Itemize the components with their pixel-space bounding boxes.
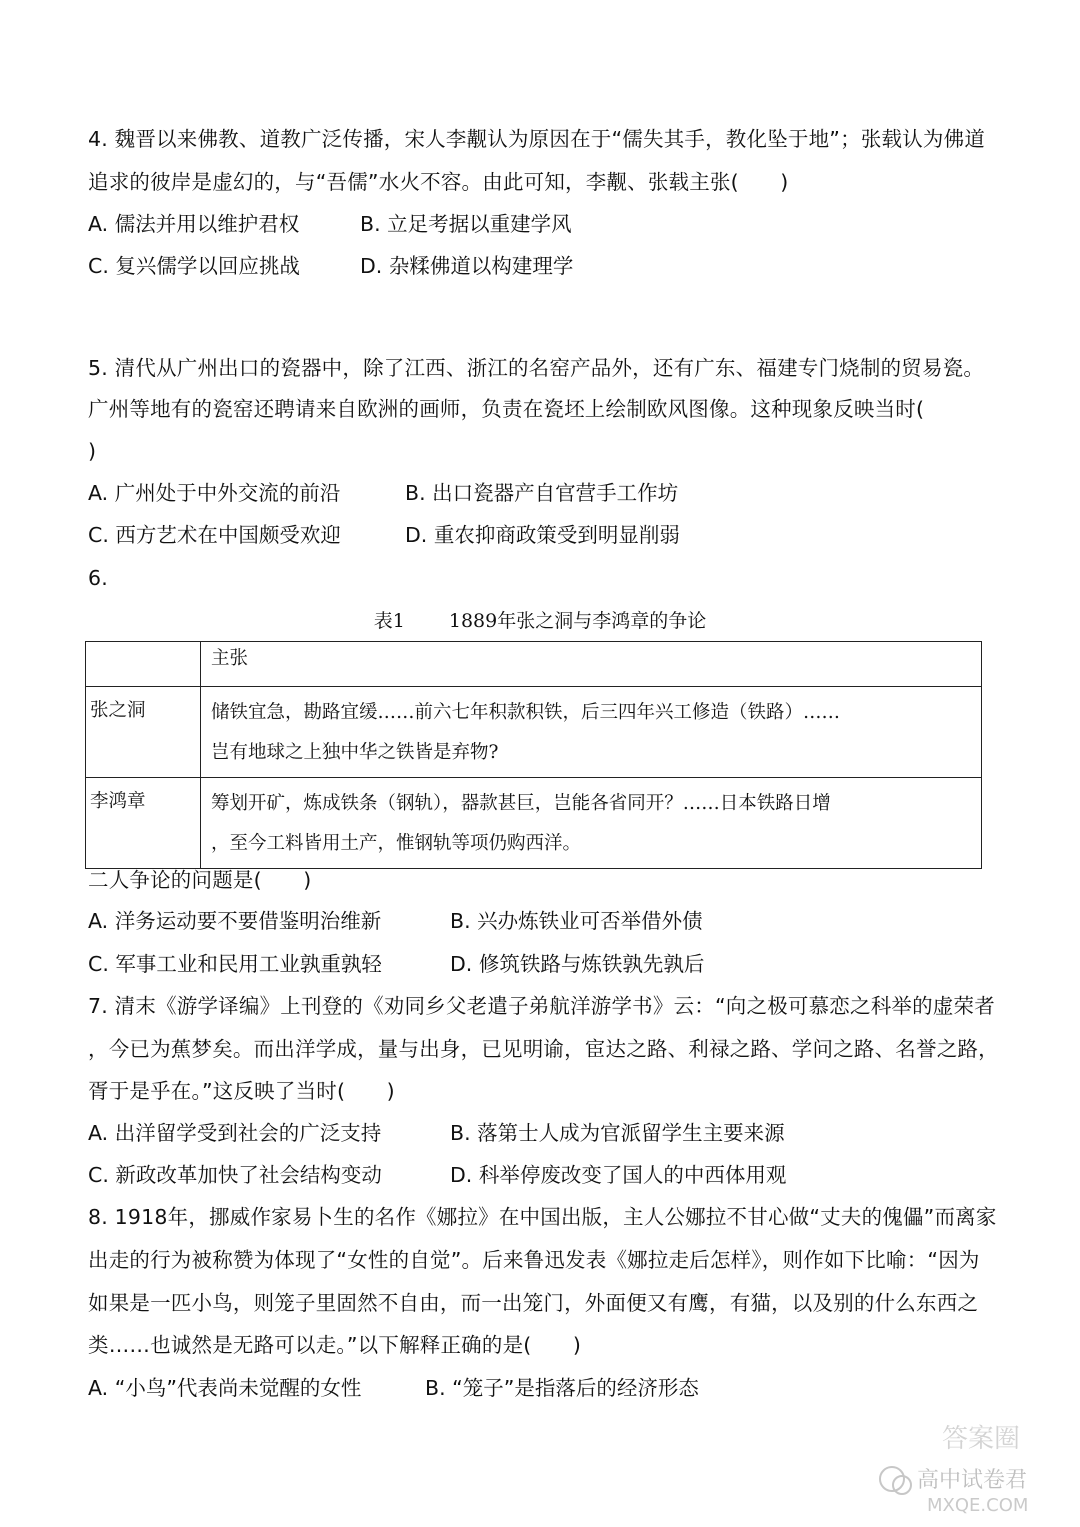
q7-stem-line-3: 胥于是乎在。”这反映了当时( ) xyxy=(88,1079,395,1103)
table-row xyxy=(86,687,982,778)
q8-stem-line-1: 8. 1918年，挪威作家易卜生的名作《娜拉》在中国出版，主人公娜拉不甘心做“丈夫的傀儡”而离家 xyxy=(88,1205,997,1229)
q7-stem-line-1: 7. 清末《游学译编》上刊登的《劝同乡父老遣子弟航洋游学书》云：“向之极可慕恋之科举的虚荣者 xyxy=(88,994,995,1018)
q7-stem-line-2: ，今已为蕉梦矣。而出洋学成，量与出身，已见明谕，宦达之路、利禄之路、学问之路、名誉之路， xyxy=(88,1037,999,1061)
table-row-claim xyxy=(201,687,982,778)
q8-stem-line-4: 类……也诚然是无路可以走。”以下解释正确的是( ) xyxy=(88,1333,582,1357)
watermark-line-1: 答案圈 xyxy=(942,1424,1021,1454)
claim-line: 岂有地球之上独中华之铁皆是弃物? xyxy=(211,742,499,763)
q5-stem-line-2: 广州等地有的瓷窑还聘请来自欧洲的画师，负责在瓷坯上绘制欧风图像。这种现象反映当时( xyxy=(88,397,925,421)
q5-option-c[interactable]: C. 西方艺术在中国颇受欢迎 xyxy=(88,523,341,547)
q7-option-b[interactable]: B. 落第士人成为官派留学生主要来源 xyxy=(450,1121,785,1145)
table-header-row xyxy=(86,642,982,687)
q4-stem-line-2: 追求的彼岸是虚幻的，与“吾儒”水火不容。由此可知，李觏、张载主张( ) xyxy=(88,170,789,194)
q5-option-b[interactable]: B. 出口瓷器产自官营手工作坊 xyxy=(405,481,679,505)
q5-stem-line-3: ) xyxy=(88,439,97,463)
table-header-claim: 主张 xyxy=(201,642,982,687)
q7-option-a[interactable]: A. 出洋留学受到社会的广泛支持 xyxy=(88,1121,382,1145)
watermark-line-2: 高中试卷君 xyxy=(917,1468,1028,1493)
q4-option-b[interactable]: B. 立足考据以重建学风 xyxy=(360,212,572,236)
q6-option-a[interactable]: A. 洋务运动要不要借鉴明治维新 xyxy=(88,909,382,933)
q5-option-a[interactable]: A. 广州处于中外交流的前沿 xyxy=(88,481,341,505)
q7-option-c[interactable]: C. 新政改革加快了社会结构变动 xyxy=(88,1163,382,1187)
q5-stem-line-1: 5. 清代从广州出口的瓷器中，除了江西、浙江的名窑产品外，还有广东、福建专门烧制的贸易瓷。 xyxy=(88,356,985,380)
table-caption xyxy=(0,606,1080,636)
table-caption-title: 1889年张之洞与李鸿章的争论 xyxy=(448,610,707,632)
q8-option-b[interactable]: B. “笼子”是指落后的经济形态 xyxy=(425,1376,699,1400)
table-row-person: 张之洞 xyxy=(86,687,201,778)
debate-table xyxy=(85,641,982,869)
q8-stem-line-2: 出走的行为被称赞为体现了“女性的自觉”。后来鲁迅发表《娜拉走后怎样》，则作如下比喻：“因为 xyxy=(88,1248,980,1272)
q6-question: 二人争论的问题是( ) xyxy=(88,868,312,892)
q6-option-b[interactable]: B. 兴办炼铁业可否举借外债 xyxy=(450,909,703,933)
table-caption-label: 表1 xyxy=(373,610,405,632)
table-row xyxy=(86,778,982,869)
q4-option-d[interactable]: D. 杂糅佛道以构建理学 xyxy=(360,254,574,278)
q4-option-a[interactable]: A. 儒法并用以维护君权 xyxy=(88,212,300,236)
claim-line: ，至今工料皆用土产，惟钢轨等项仍购西洋。 xyxy=(211,833,582,854)
q6-option-d[interactable]: D. 修筑铁路与炼铁孰先孰后 xyxy=(450,952,705,976)
watermark-logo xyxy=(872,1417,1062,1517)
claim-line: 储铁宜急，勘路宜缓……前六七年积款积铁，后三四年兴工修造（铁路）…… xyxy=(211,702,841,723)
q8-option-a[interactable]: A. “小鸟”代表尚未觉醒的女性 xyxy=(88,1376,362,1400)
wechat-icon xyxy=(880,1467,904,1491)
q7-option-d[interactable]: D. 科举停废改变了国人的中西体用观 xyxy=(450,1163,787,1187)
q8-stem-line-3: 如果是一匹小鸟，则笼子里固然不自由，而一出笼门，外面便又有鹰，有猫，以及别的什么东西之 xyxy=(88,1291,979,1315)
q6-number: 6. xyxy=(88,566,108,590)
table-row-person: 李鸿章 xyxy=(86,778,201,869)
q6-option-c[interactable]: C. 军事工业和民用工业孰重孰轻 xyxy=(88,952,382,976)
watermark-line-3: MXQE.COM xyxy=(927,1495,1029,1516)
table-header-empty xyxy=(86,642,201,687)
q5-option-d[interactable]: D. 重农抑商政策受到明显削弱 xyxy=(405,523,680,547)
claim-line: 筹划开矿，炼成铁条（钢轨），器款甚巨，岂能各省同开？……日本铁路日增 xyxy=(211,793,831,814)
table-row-claim xyxy=(201,778,982,869)
q4-stem-line-1: 4. 魏晋以来佛教、道教广泛传播，宋人李觏认为原因在于“儒失其手，教化坠于地”；张载认为佛道 xyxy=(88,127,986,151)
q4-option-c[interactable]: C. 复兴儒学以回应挑战 xyxy=(88,254,300,278)
